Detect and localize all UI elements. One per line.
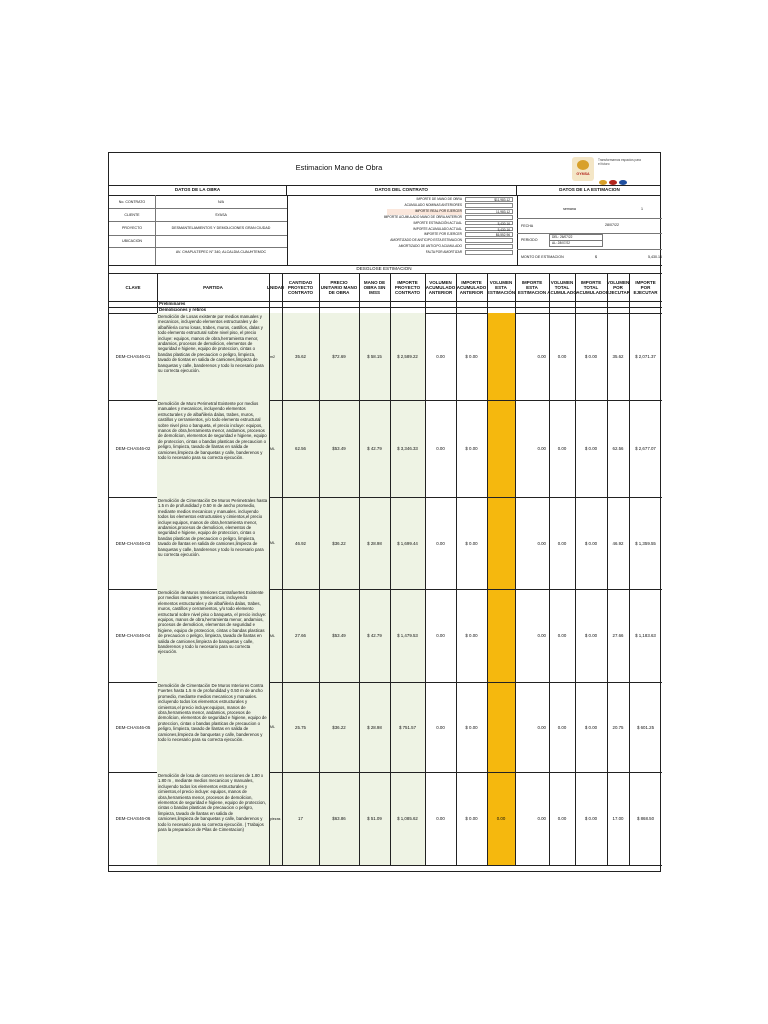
cell-imp-est: 0.00 bbox=[537, 633, 546, 638]
cell-unidad: ML bbox=[270, 633, 275, 638]
periodo-label: PERIODO bbox=[521, 238, 538, 242]
col-header: MANO DE OBRA SIN IMSS bbox=[363, 279, 386, 295]
cell-vol-tot: 0.00 bbox=[557, 633, 567, 638]
cell-vol-tot: 0.00 bbox=[557, 446, 567, 451]
cell-unidad: piezas bbox=[270, 816, 281, 821]
partida-description: Demolición de Cimentación De Muros Perimetrales hasta 1.5 m de profundidad y 0.50 m de ancho promedio, mediante medios mecanicos y manuales. incluyendo todos los elementos estructurales y cimientos,el precio incluye:equipos, manos de obra,herramienta menor, andamios,procesos de demolicion, elementos de seguridad e higiene, equipo de proteccion, cintas o bandas plasticas de precaucion o peligro, limpieza, tavado de llantas en salida de camiones,limpieza de banquetas y calle, banderenos y todo lo necesario para su correcta ejecución. bbox=[157, 497, 269, 589]
partida-description: Demolición de Muros Interiores Contrafuertes Existente por medios manuales y mecanicos, incluyendo elementos estructurales y de albañileria dalas, trabes, muros, castillos y cerramientos, y/o todo elemento estructural sobre nivel piso o banqueta, el precio incluye: equipos, manos de obra,herramienta menor, andamios, procesos de demolicion, elementos de seguridad e higiene, equipo de proteccion, cintas o bandas plasticas de precaucion o peligro, limpieza, tavado de llantas en salida de camiones,limpieza de banquetas y calle, banderenos y todo lo necesario para su correcta ejecución. bbox=[157, 589, 269, 682]
cell-imp-tot: $ 0.00 bbox=[584, 540, 598, 546]
contrato-row-label: AMORTIZADO DE ANTICIPO ESTA ESTIMACION bbox=[390, 238, 462, 243]
cell-imp-ant: $ 0.00 bbox=[465, 816, 478, 821]
col-header: PARTIDA bbox=[203, 284, 223, 290]
cell-vol-por: 20.75 bbox=[612, 724, 624, 730]
cell-vol-por: 17.00 bbox=[612, 816, 624, 821]
contrato-row-value: 5,430.16 bbox=[465, 221, 513, 226]
desglose-title: DESGLOSE ESTIMACION bbox=[356, 266, 412, 271]
col-header: VOLUMEN ESTA ESTIMACIÓN bbox=[486, 279, 516, 295]
cell-importe-proyecto: $ 1,699.44 bbox=[397, 540, 418, 546]
cell-imp-por: $ 601.25 bbox=[636, 724, 655, 730]
cell-vol-por: 35.62 bbox=[612, 354, 624, 359]
cell-clave: DEM-CHAS46-03 bbox=[115, 540, 151, 546]
contrato-row-value: 5,430.16 bbox=[465, 227, 513, 232]
cell-unidad: ML bbox=[270, 725, 275, 729]
section-contrato: DATOS DEL CONTRATO bbox=[287, 185, 517, 195]
contrato-row-label: IMPORTE REAL POR EJERCER bbox=[387, 209, 462, 215]
partida-description: Demolición de Losas existente por medios manuales y mecanicos, incluyendo elementos estructurales y de albañileria como losas, trabes, muros, castillos, dalas y todo elemento estructural sobre nivel piso, el precio incluye: equipos, manos de obra,herramienta menor, andamios, procesos de demolicion, elementos de seguridad e higiene, equipo de proteccion, cintas o bandas plasticas de precaucion o peligro, limpieza, tavado de tiontas en salida de camiones,limpieza de banquetas y calle, banderenos y todo lo necesario para su correcta ejecución. bbox=[157, 313, 269, 400]
estimacion-block bbox=[517, 195, 662, 265]
cell-imp-tot: $ 0.00 bbox=[584, 724, 598, 730]
contrato-row-label: IMPORTE ACUMULADO ACTUAL bbox=[413, 226, 462, 231]
col-header: IMPORTE PROYECTO CONTRATO bbox=[394, 279, 421, 295]
col-header: IMPORTE POR EJECUTAR bbox=[633, 279, 658, 295]
contrato-row-value bbox=[465, 244, 513, 249]
fecha-label: FECHA bbox=[521, 224, 534, 228]
col-header: CANTIDAD PROYECTO CONTRATO bbox=[287, 279, 314, 295]
ubicacion-value: AV. CHAPULTEPEC N° 340, ALCALDIA CUAUHTEMOC bbox=[175, 250, 267, 254]
monto-currency: $ bbox=[595, 255, 597, 259]
semana-value: 1 bbox=[641, 207, 643, 211]
cell-vol-est bbox=[487, 400, 515, 497]
cell-importe-proyecto: $ 751.57 bbox=[398, 724, 417, 730]
cell-vol-tot: 0.00 bbox=[557, 724, 567, 730]
cell-pu: $36.22 bbox=[332, 724, 346, 730]
cell-cantidad: 46.92 bbox=[295, 540, 306, 546]
cell-imp-tot: $ 0.00 bbox=[584, 816, 598, 821]
cell-unidad: ML bbox=[270, 541, 275, 545]
logo-wordmark: GYMSA bbox=[576, 172, 590, 176]
estimate-sheet bbox=[108, 152, 661, 872]
cell-imp-por: $ 1,359.55 bbox=[635, 540, 656, 546]
ubicacion-label: UBICACION bbox=[122, 239, 142, 243]
partida-description: Demolición de Muro Perimetral Existente por medios manuales y mecanicos, incluyendo elementos estructurales y de albañileria dalas, trabes, muros, castillos y cerramientos, y/o todo elemento estructural sobre nivel piso o banqueta, el precio incluye: equipos, manos de obra,herramienta menor, andamios, procesos de demolicion, elementos de seguridad e higiene, equipo de proteccion, cintas o bandas plasticas de precaucion o peligro, limpieza, tavado de llantas en salida de camiones,limpieza de banquetas y calle, banderenos y todo lo necesario para su correcta ejecución. bbox=[157, 400, 269, 497]
cell-clave: DEM-CHAS46-06 bbox=[115, 816, 151, 821]
cell-cantidad: 25.75 bbox=[295, 724, 306, 730]
company-logo bbox=[569, 155, 659, 183]
cell-imp-est: 0.00 bbox=[537, 816, 546, 821]
cliente-label: CLIENTE bbox=[124, 213, 140, 217]
title-bar bbox=[109, 153, 660, 186]
cell-clave: DEM-CHAS46-04 bbox=[115, 633, 151, 638]
logo-tagline: Transformamos espacios para el futuro bbox=[598, 158, 641, 166]
cell-imp-est: 0.00 bbox=[537, 446, 546, 451]
cell-imp-est: 0.00 bbox=[537, 354, 546, 359]
cell-vol-tot: 0.00 bbox=[557, 540, 567, 546]
monto-value: 5,430.16 bbox=[648, 255, 662, 259]
partida-description: Demolición de Cimentación De Muros Interiores Contra Fuertes hasta 1.5 m de profundidad y 0.50 m de ancho promedio, mediante medios mecanicos y manuales. incluyendo todos los elementos estructurales y cimientos,el precio incluye:equipos, manos de obra,herramienta menor, andamios, procesos de demolicion, elementos de seguridad e higiene, equipo de proteccion, cintas o bandas plasticas de precaucion o peligro, limpieza, tavado de llantas en salida de camiones,limpieza de banquetas y calle, banderenos y todo lo necesario para su correcta ejecución. bbox=[157, 682, 269, 772]
proyecto-label: PROYECTO bbox=[121, 226, 143, 230]
contrato-row-label: IMPORTE DE MANO DE OBRA bbox=[416, 197, 462, 201]
cell-mo-sin-imss: $ 42.79 bbox=[367, 446, 382, 451]
cell-vol-est bbox=[487, 682, 515, 772]
col-header: VOLUMEN ACUMULADO ANTERIOR bbox=[425, 279, 456, 295]
cell-vol-ant: 0.00 bbox=[436, 816, 445, 821]
cell-vol-ant: 0.00 bbox=[436, 540, 445, 546]
contrato-value: N/A bbox=[218, 200, 224, 204]
cliente-value: SYASA bbox=[215, 213, 227, 217]
cell-mo-sin-imss: $ 28.98 bbox=[367, 540, 382, 546]
cell-imp-por: $ 1,183.63 bbox=[635, 633, 656, 638]
cell-vol-tot: 0.00 bbox=[557, 354, 567, 359]
contrato-row-value bbox=[465, 238, 513, 243]
cell-vol-ant: 0.00 bbox=[436, 724, 445, 730]
cell-cantidad: 27.66 bbox=[295, 633, 306, 638]
cell-vol-est: 0.00 bbox=[496, 816, 506, 821]
contrato-row-value: $6,552.96 bbox=[465, 232, 513, 237]
cell-imp-ant: $ 0.00 bbox=[465, 724, 478, 730]
cell-vol-por: 62.56 bbox=[612, 446, 624, 451]
cell-mo-sin-imss: $ 42.79 bbox=[367, 633, 382, 638]
cell-importe-proyecto: $ 2,589.22 bbox=[397, 354, 418, 359]
cell-vol-tot: 0.00 bbox=[557, 816, 567, 821]
cell-vol-ant: 0.00 bbox=[436, 354, 445, 359]
logo-badge bbox=[572, 157, 594, 181]
cell-vol-est bbox=[487, 589, 515, 682]
cell-pu: $72.69 bbox=[332, 354, 346, 359]
fecha-value: 28/07/22 bbox=[605, 223, 619, 227]
contrato-row-label: AMORTIZADO DE ANTICIPO ACUMULADO bbox=[398, 244, 462, 249]
cell-unidad: ML bbox=[270, 446, 275, 451]
cell-vol-ant: 0.00 bbox=[436, 633, 445, 638]
cell-vol-est bbox=[487, 313, 515, 400]
cell-vol-por: 27.66 bbox=[612, 633, 624, 638]
proyecto-value: DESMANTELAMIENTOS Y DEMOLICIONES GRAN CIUDAD bbox=[171, 226, 271, 230]
col-header: IMPORTE ACUMULADO ANTERIOR bbox=[456, 279, 487, 295]
cell-imp-tot: $ 0.00 bbox=[584, 446, 598, 451]
col-header: PRECIO UNITARIO MANO DE OBRA bbox=[320, 279, 358, 295]
cell-imp-tot: $ 0.00 bbox=[584, 633, 598, 638]
contrato-row-label: FALTA POR AMORTIZAR bbox=[425, 250, 462, 255]
contrato-block bbox=[287, 195, 517, 255]
cell-imp-por: $ 2,071.37 bbox=[635, 354, 656, 359]
col-header: IMPORTE TOTAL ACUMULADO bbox=[576, 279, 606, 295]
cell-vol-ant: 0.00 bbox=[436, 446, 445, 451]
cell-clave: DEM-CHAS46-05 bbox=[115, 724, 151, 730]
contrato-row-value bbox=[465, 250, 513, 255]
cell-imp-ant: $ 0.00 bbox=[465, 633, 478, 638]
group-label: Demoliciones y retiros bbox=[159, 307, 207, 312]
cell-cantidad: 17 bbox=[298, 816, 303, 821]
cell-pu: $63.86 bbox=[332, 816, 346, 821]
col-header: IMPORTE ESTA ESTIMACION bbox=[517, 279, 547, 295]
contrato-row-label: ACUMULADO NOMINAS ANTERIORES bbox=[404, 202, 462, 207]
cell-imp-est: 0.00 bbox=[537, 540, 546, 546]
col-header: VOLUMEN TOTAL ACUMULADO bbox=[547, 279, 577, 295]
semana-label: semana bbox=[563, 207, 576, 211]
cell-pu: $53.49 bbox=[332, 633, 346, 638]
contrato-row-label: IMPORTE POR EJERCER bbox=[423, 232, 462, 237]
cell-imp-ant: $ 0.00 bbox=[465, 354, 478, 359]
periodo-al: AL: 28/07/22 bbox=[549, 240, 603, 247]
partida-description: Demolición de losa de concreto en secciones de 1.80 x 1.80 m , mediante medios mecanicos y manuales, incluyendo todos los elementos estructurales y cimientos,el precio incluye: equipos, manos de obra,herramienta menor, procesos de demolicion, elementos de seguridad e higiene, equipo de proteccion, cintas o bandas plasticas de precaucion o peligro, limpieza, tavado de llantas en salida de camiones,limpieza de banquetas y calle, banderenos y todo lo necesario para su correcta ejecución. ( Trabajos para la preparacion de Pilas de Cimentacion) bbox=[157, 772, 269, 865]
periodo-del: DEL: 26/07/22 bbox=[549, 234, 603, 241]
col-header: CLAVE bbox=[125, 284, 141, 290]
monto-label: MONTO DE ESTIMACION bbox=[521, 255, 564, 259]
contrato-row-value bbox=[465, 215, 513, 220]
cell-unidad: m2 bbox=[270, 354, 275, 359]
cell-clave: DEM-CHAS46-01 bbox=[115, 354, 151, 359]
cell-cantidad: 35.62 bbox=[295, 354, 306, 359]
contrato-label: No. CONTRATO bbox=[118, 200, 146, 204]
contrato-row-label: IMPORTE ESTIMACIÓN ACTUAL bbox=[413, 220, 462, 225]
cell-mo-sin-imss: $ 51.09 bbox=[367, 816, 382, 821]
col-header: VOLUMEN POR EJECUTAR bbox=[606, 279, 630, 295]
cell-imp-tot: $ 0.00 bbox=[584, 354, 598, 359]
contrato-row-value bbox=[465, 203, 513, 208]
cell-cantidad: 62.56 bbox=[295, 446, 306, 451]
col-header: UNIDAD bbox=[266, 284, 285, 290]
section-estimacion: DATOS DE LA ESTIMACION bbox=[559, 187, 620, 192]
cell-vol-por: 46.92 bbox=[612, 540, 624, 546]
cell-imp-por: $ 2,677.07 bbox=[635, 446, 656, 451]
cell-imp-ant: $ 0.00 bbox=[465, 540, 478, 546]
cell-vol-est bbox=[487, 497, 515, 589]
cell-clave: DEM-CHAS46-02 bbox=[115, 446, 151, 451]
cell-imp-por: $ 868.50 bbox=[636, 816, 655, 821]
group-label: Preliminares bbox=[159, 301, 186, 306]
sheet-title: Estimacion Mano de Obra bbox=[295, 163, 383, 172]
section-obra: DATOS DE LA OBRA bbox=[109, 185, 287, 195]
cell-mo-sin-imss: $ 28.98 bbox=[367, 724, 382, 730]
cell-importe-proyecto: $ 1,479.53 bbox=[397, 633, 418, 638]
obra-block bbox=[109, 195, 287, 265]
cell-pu: $53.49 bbox=[332, 446, 346, 451]
cell-imp-est: 0.00 bbox=[537, 724, 546, 730]
desglose-table bbox=[109, 273, 662, 873]
contrato-row-value: 11,983.12 bbox=[465, 209, 513, 214]
cell-importe-proyecto: $ 1,085.62 bbox=[397, 816, 418, 821]
cell-imp-ant: $ 0.00 bbox=[465, 446, 478, 451]
cell-mo-sin-imss: $ 58.15 bbox=[367, 354, 382, 359]
contrato-row-value: $11,983.12 bbox=[465, 197, 513, 202]
cell-pu: $36.22 bbox=[332, 540, 346, 546]
contrato-row-label: IMPORTE ACUMULADO MANO DE OBRA ANTERIOR bbox=[383, 214, 462, 219]
cell-importe-proyecto: $ 3,346.33 bbox=[397, 446, 418, 451]
